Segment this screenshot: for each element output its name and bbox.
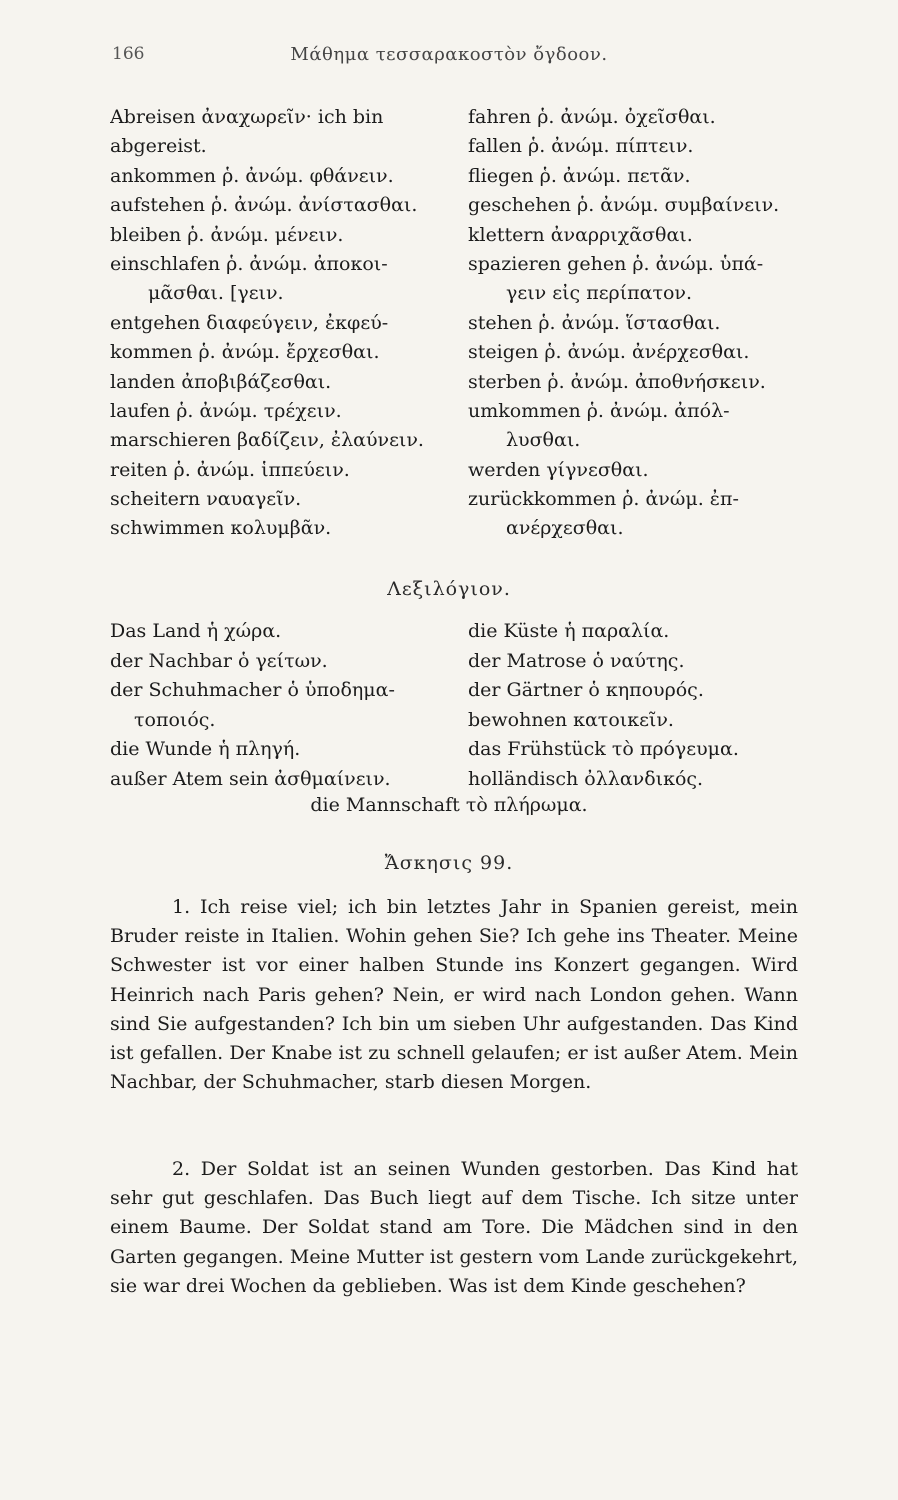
entry-line: laufen ῥ. ἀνώμ. τρέχειν. xyxy=(110,399,342,422)
entry-line: γειν εἰς περίπατον. xyxy=(506,282,693,305)
entry-line: die Wunde ἡ πληγή. xyxy=(110,738,301,760)
entry-line: reiten ῥ. ἀνώμ. ἱππεύειν. xyxy=(110,458,350,481)
entry-line: fahren ῥ. ἀνώμ. ὀχεῖσθαι. xyxy=(468,106,716,128)
entry-line: geschehen ῥ. ἀνώμ. συμβαίνειν. xyxy=(468,194,780,217)
running-title: Μάθημα τεσσαρακοστὸν ὄγδοον. xyxy=(290,44,608,65)
entry-line: werden γίγνεσθαι. xyxy=(468,458,649,481)
entry-line: umkommen ῥ. ἀνώμ. ἀπόλ- xyxy=(468,399,730,422)
entry-line: fallen ῥ. ἀνώμ. πίπτειν. xyxy=(468,135,694,158)
entry-line: marschieren βαδίζειν, ἐλαύνειν. xyxy=(110,429,424,452)
entry-line: λυσθαι. xyxy=(506,429,581,452)
entry-line: der Schuhmacher ὁ ὑποδημα- xyxy=(110,679,395,701)
page-number: 166 xyxy=(112,44,145,64)
entry-line: Abreisen ἀναχωρεῖν· ich bin xyxy=(110,106,384,128)
vocab-list-right xyxy=(468,617,813,794)
page-header xyxy=(0,44,898,74)
entry-line: fliegen ῥ. ἀνώμ. πετᾶν. xyxy=(468,164,691,187)
entry-line: schwimmen κολυμβᾶν. xyxy=(110,517,332,540)
entry-line: abgereist. xyxy=(110,135,207,158)
entry-line: stehen ῥ. ἀνώμ. ἵστασθαι. xyxy=(468,311,721,334)
entry-line: bleiben ῥ. ἀνώμ. μένειν. xyxy=(110,223,344,246)
verb-list-left xyxy=(110,103,450,544)
entry-line: entgehen διαφεύγειν, ἐκφεύ- xyxy=(110,311,389,334)
entry-line: τοποιός. xyxy=(134,708,216,731)
entry-line: ανέρχεσθαι. xyxy=(506,517,624,540)
entry-line: aufstehen ῥ. ἀνώμ. ἀνίστασθαι. xyxy=(110,194,418,217)
entry-line: sterben ῥ. ἀνώμ. ἀποθνήσκειν. xyxy=(468,370,766,393)
entry-line: klettern ἀναρριχᾶσθαι. xyxy=(468,223,693,246)
verb-list-right xyxy=(468,103,808,544)
entry-line: ankommen ῥ. ἀνώμ. φθάνειν. xyxy=(110,164,394,187)
vocab-center-entry: die Mannschaft τὸ πλήρωμα. xyxy=(310,794,588,816)
entry-line: Das Land ἡ χώρα. xyxy=(110,620,282,642)
vocab-list-left xyxy=(110,617,455,794)
entry-line: steigen ῥ. ἀνώμ. ἀνέρχεσθαι. xyxy=(468,341,750,364)
exercise-paragraph-1: 1. Ich reise viel; ich bin letztes Jahr in Spanien gereist, mein Bruder reiste in Italien. Wohin gehen Sie? Ich gehe ins Theater. Meine Schwester ist vor einer halben Stunde ins Konzert gegangen. Wird Heinrich nach Paris gehen? Nein, er wird nach London gehen. Wann sind Sie aufgestanden? Ich bin um sieben Uhr aufgestanden. Das Kind ist gefallen. Der Knabe ist zu schnell gelaufen; er ist außer Atem. Mein Nachbar, der Schuhmacher, starb diesen Morgen. xyxy=(110,896,798,1094)
entry-line: landen ἀποβιβάζεσθαι. xyxy=(110,370,332,393)
entry-line: bewohnen κατοικεῖν. xyxy=(468,708,674,731)
entry-line: das Frühstück τὸ πρόγευμα. xyxy=(468,738,739,760)
entry-line: kommen ῥ. ἀνώμ. ἔρχεσθαι. xyxy=(110,341,380,364)
entry-line: der Gärtner ὁ κηπουρός. xyxy=(468,679,704,701)
entry-line: einschlafen ῥ. ἀνώμ. ἀποκοι- xyxy=(110,252,388,275)
entry-line: zurückkommen ῥ. ἀνώμ. ἐπ- xyxy=(468,488,739,511)
lexilogion-heading: Λεξιλόγιον. xyxy=(387,578,511,600)
entry-line: μᾶσθαι. [γειν. xyxy=(148,282,284,305)
entry-line: scheitern ναυαγεῖν. xyxy=(110,488,302,511)
entry-line: der Nachbar ὁ γείτων. xyxy=(110,649,328,672)
entry-line: holländisch ὀλλανδικός. xyxy=(468,767,704,790)
entry-line: der Matrose ὁ ναύτης. xyxy=(468,649,685,672)
entry-line: die Küste ἡ παραλία. xyxy=(468,620,670,642)
exercise-paragraph-2: 2. Der Soldat ist an seinen Wunden gestorben. Das Kind hat sehr gut geschlafen. Das Buch liegt auf dem Tische. Ich sitze unter einem Baume. Der Soldat stand am Tore. Die Mädchen sind in den Garten gegangen. Meine Mutter ist gestern vom Lande zurückgekehrt, sie war drei Wochen da geblieben. Was ist dem Kinde geschehen? xyxy=(110,1158,798,1297)
entry-line: spazieren gehen ῥ. ἀνώμ. ὑπά- xyxy=(468,252,764,275)
exercise-heading: Ἄσκησις 99. xyxy=(384,852,514,874)
entry-line: außer Atem sein ἀσθμαίνειν. xyxy=(110,767,391,790)
